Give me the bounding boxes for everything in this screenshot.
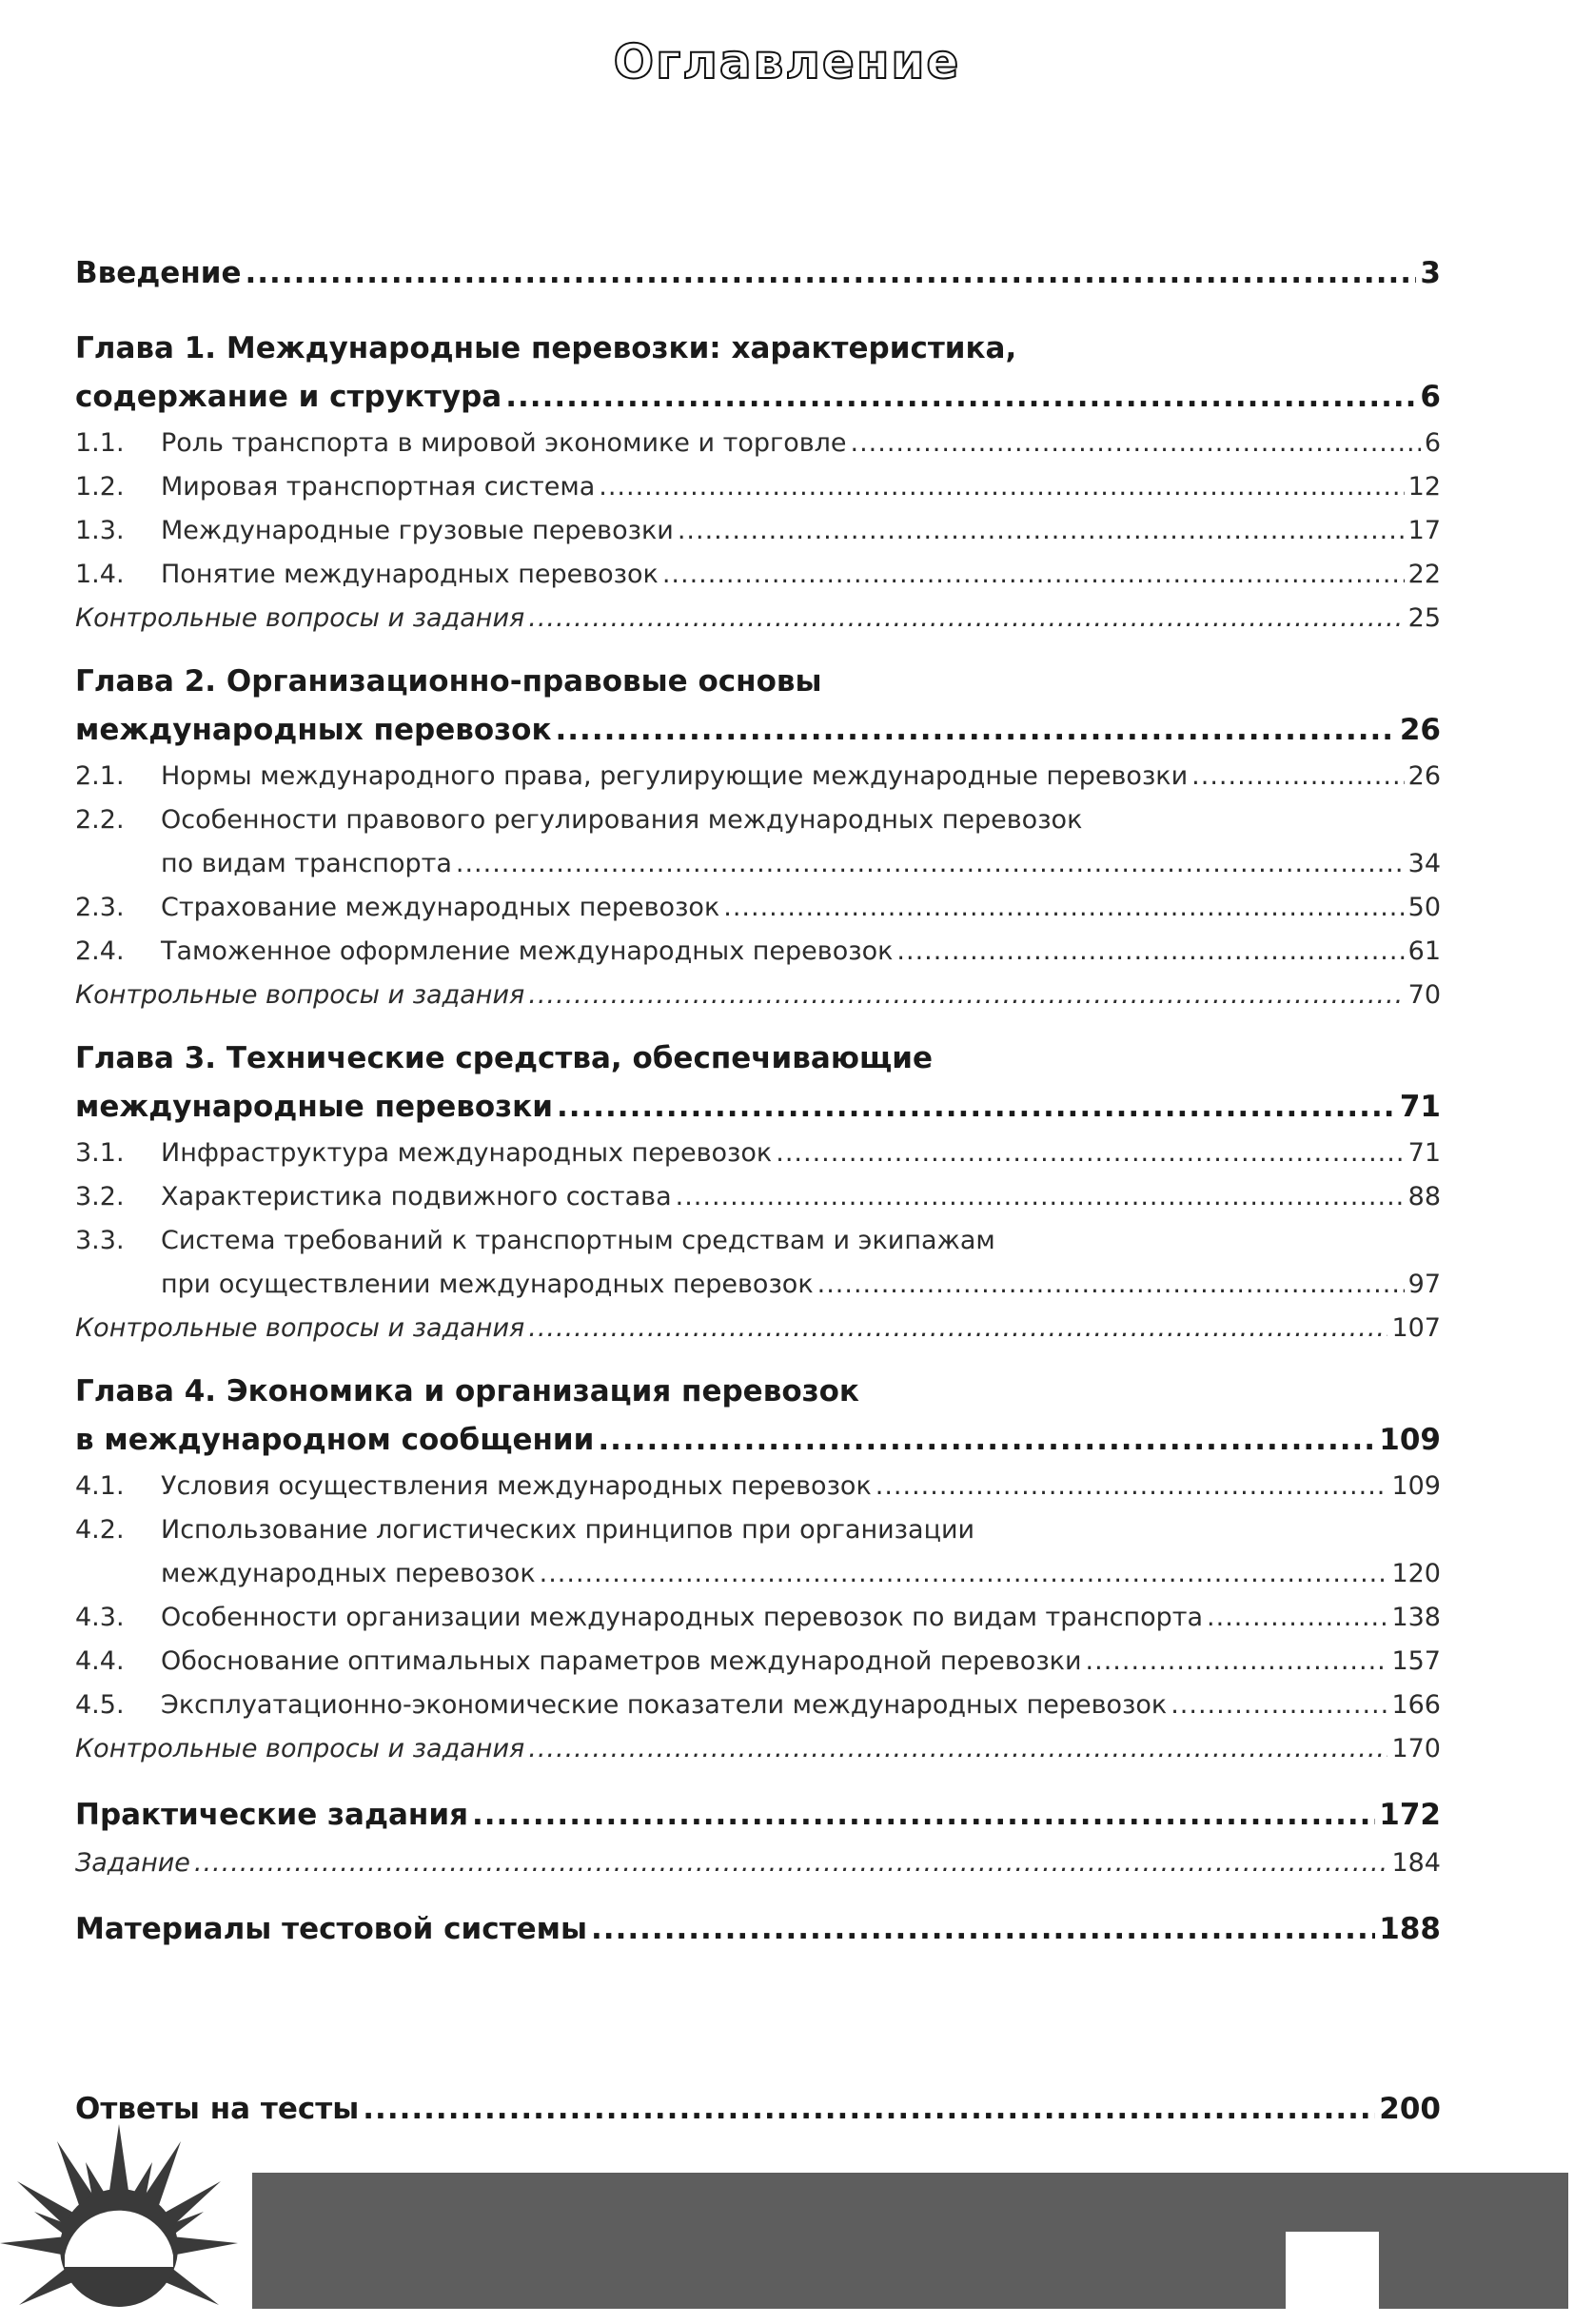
section-label: Мировая транспортная система bbox=[161, 472, 596, 502]
section-label-continued: при осуществлении международных перевозок bbox=[161, 1270, 814, 1299]
toc-section[interactable] bbox=[75, 1596, 1441, 1640]
dot-leader bbox=[528, 1307, 1387, 1350]
dot-leader bbox=[472, 1788, 1375, 1841]
section-page: 34 bbox=[1407, 849, 1441, 878]
dot-leader bbox=[1086, 1640, 1388, 1684]
section-page: 12 bbox=[1407, 472, 1441, 502]
questions-label: Контрольные вопросы и задания bbox=[75, 603, 525, 633]
toc-practical[interactable] bbox=[75, 1788, 1441, 1841]
dot-leader bbox=[776, 1132, 1404, 1175]
task-page: 184 bbox=[1391, 1848, 1441, 1878]
toc-chapter-4 bbox=[75, 1368, 1441, 1771]
questions-page: 25 bbox=[1407, 603, 1441, 633]
dot-leader bbox=[528, 974, 1404, 1017]
dot-leader bbox=[557, 1083, 1396, 1132]
footer-banner-notch bbox=[1286, 2232, 1379, 2309]
chapter-page: 26 bbox=[1399, 713, 1441, 747]
dot-leader bbox=[851, 422, 1421, 465]
section-label: Страхование международных перевозок bbox=[161, 893, 720, 922]
task-label: Задание bbox=[75, 1848, 190, 1878]
toc-section[interactable] bbox=[75, 1132, 1441, 1175]
section-page: 61 bbox=[1407, 936, 1441, 966]
toc-section[interactable] bbox=[75, 465, 1441, 509]
section-page: 26 bbox=[1407, 761, 1441, 791]
section-number: 2.3. bbox=[75, 893, 125, 922]
section-number: 3.2. bbox=[75, 1182, 125, 1211]
dot-leader bbox=[723, 886, 1404, 930]
toc-section[interactable] bbox=[75, 1684, 1441, 1727]
section-label: Таможенное оформление международных перевозок bbox=[161, 936, 894, 966]
section-label: Условия осуществления международных перевозок bbox=[161, 1471, 872, 1501]
toc-entry-intro[interactable] bbox=[75, 249, 1441, 298]
questions-page: 170 bbox=[1391, 1734, 1441, 1763]
toc-section[interactable] bbox=[75, 1508, 1441, 1596]
section-number: 2.2. bbox=[75, 805, 125, 835]
chapter-title-line-1[interactable]: Глава 3. Технические средства, обеспечивающие bbox=[75, 1041, 933, 1075]
dot-leader bbox=[456, 842, 1405, 886]
section-number: 2.1. bbox=[75, 761, 125, 791]
questions-label: Контрольные вопросы и задания bbox=[75, 980, 525, 1010]
chapter-page: 109 bbox=[1379, 1423, 1441, 1457]
section-number: 1.4. bbox=[75, 560, 125, 589]
test-materials-page: 188 bbox=[1379, 1912, 1441, 1946]
section-page: 138 bbox=[1391, 1603, 1441, 1632]
toc-entry-chapter-2[interactable] bbox=[75, 706, 1441, 755]
toc-section[interactable] bbox=[75, 1219, 1441, 1307]
toc-chapter-2 bbox=[75, 658, 1441, 1017]
toc-intro bbox=[75, 249, 1441, 298]
section-label: Международные грузовые перевозки bbox=[161, 516, 674, 545]
answers-page: 200 bbox=[1379, 2092, 1441, 2120]
section-number: 1.3. bbox=[75, 516, 125, 545]
section-number: 4.4. bbox=[75, 1646, 125, 1676]
toc-section[interactable] bbox=[75, 1175, 1441, 1219]
section-page: 71 bbox=[1407, 1138, 1441, 1168]
dot-leader bbox=[194, 1841, 1388, 1885]
section-number: 1.2. bbox=[75, 472, 125, 502]
footer-banner bbox=[252, 2173, 1568, 2309]
practical-page: 172 bbox=[1379, 1798, 1441, 1832]
toc-answers-cutoff[interactable] bbox=[75, 2092, 1441, 2120]
questions-page: 70 bbox=[1407, 980, 1441, 1010]
toc-entry-chapter-4[interactable] bbox=[75, 1416, 1441, 1465]
dot-leader bbox=[598, 1416, 1375, 1465]
section-page: 157 bbox=[1391, 1646, 1441, 1676]
section-page: 50 bbox=[1407, 893, 1441, 922]
chapter-title-line-2: в международном сообщении bbox=[75, 1423, 595, 1457]
section-number: 2.4. bbox=[75, 936, 125, 966]
dot-leader bbox=[528, 597, 1404, 640]
dot-leader bbox=[676, 1175, 1405, 1219]
toc-entry-chapter-1[interactable] bbox=[75, 373, 1441, 422]
toc-test-materials[interactable] bbox=[75, 1902, 1441, 1956]
dot-leader bbox=[528, 1727, 1387, 1771]
toc-section[interactable] bbox=[75, 930, 1441, 974]
dot-leader bbox=[678, 509, 1405, 553]
dot-leader bbox=[555, 706, 1395, 755]
section-label-continued: международных перевозок bbox=[161, 1559, 536, 1588]
section-page: 88 bbox=[1407, 1182, 1441, 1211]
dot-leader bbox=[1207, 1596, 1387, 1640]
section-page: 109 bbox=[1391, 1471, 1441, 1501]
toc-section[interactable] bbox=[75, 509, 1441, 553]
dot-leader bbox=[1191, 755, 1404, 798]
section-number: 1.1. bbox=[75, 428, 125, 458]
section-page: 97 bbox=[1407, 1270, 1441, 1299]
section-number: 4.1. bbox=[75, 1471, 125, 1501]
toc-section[interactable] bbox=[75, 755, 1441, 798]
chapter-title-line-2: международные перевозки bbox=[75, 1090, 553, 1124]
table-of-contents bbox=[75, 249, 1441, 1956]
chapter-page: 6 bbox=[1420, 380, 1441, 414]
toc-chapter-3 bbox=[75, 1034, 1441, 1350]
toc-intro-page: 3 bbox=[1420, 256, 1441, 290]
section-label: Понятие международных перевозок bbox=[161, 560, 659, 589]
section-number: 3.1. bbox=[75, 1138, 125, 1168]
section-label: Система требований к транспортным средствам и экипажам bbox=[161, 1226, 995, 1255]
section-page: 6 bbox=[1424, 428, 1441, 458]
section-label: Эксплуатационно-экономические показатели международных перевозок bbox=[161, 1690, 1168, 1720]
questions-label: Контрольные вопросы и задания bbox=[75, 1313, 525, 1343]
section-label: Нормы международного права, регулирующие международные перевозки bbox=[161, 761, 1189, 791]
dot-leader bbox=[876, 1465, 1388, 1508]
dot-leader bbox=[363, 2092, 1375, 2120]
sun-logo-icon bbox=[0, 2124, 238, 2324]
test-materials-label: Материалы тестовой системы bbox=[75, 1912, 588, 1946]
chapter-title-line-2: международных перевозок bbox=[75, 713, 552, 747]
questions-label: Контрольные вопросы и задания bbox=[75, 1734, 525, 1763]
section-page: 166 bbox=[1391, 1690, 1441, 1720]
section-page: 22 bbox=[1407, 560, 1441, 589]
section-label: Особенности правового регулирования международных перевозок bbox=[161, 805, 1083, 835]
section-number: 4.2. bbox=[75, 1515, 125, 1545]
toc-entry-chapter-3[interactable] bbox=[75, 1083, 1441, 1132]
chapter-title-line-1[interactable]: Глава 4. Экономика и организация перевозок bbox=[75, 1374, 859, 1408]
dot-leader bbox=[1171, 1684, 1387, 1727]
section-page: 120 bbox=[1391, 1559, 1441, 1588]
toc-section[interactable] bbox=[75, 886, 1441, 930]
dot-leader bbox=[591, 1902, 1375, 1956]
toc-section[interactable] bbox=[75, 553, 1441, 597]
toc-intro-label: Введение bbox=[75, 256, 242, 290]
toc-section[interactable] bbox=[75, 1640, 1441, 1684]
section-label: Инфраструктура международных перевозок bbox=[161, 1138, 773, 1168]
section-page: 17 bbox=[1407, 516, 1441, 545]
dot-leader bbox=[540, 1552, 1388, 1596]
toc-section[interactable] bbox=[75, 798, 1441, 886]
page-title: Оглавление bbox=[613, 34, 961, 89]
toc-chapter-1 bbox=[75, 325, 1441, 640]
dot-leader bbox=[505, 373, 1416, 422]
toc-section[interactable] bbox=[75, 1465, 1441, 1508]
toc-questions[interactable] bbox=[75, 1307, 1441, 1350]
toc-questions[interactable] bbox=[75, 974, 1441, 1017]
section-number: 4.3. bbox=[75, 1603, 125, 1632]
section-number: 4.5. bbox=[75, 1690, 125, 1720]
toc-questions[interactable] bbox=[75, 1727, 1441, 1771]
dot-leader bbox=[599, 465, 1404, 509]
chapter-page: 71 bbox=[1399, 1090, 1441, 1124]
chapter-title-line-1[interactable]: Глава 2. Организационно-правовые основы bbox=[75, 664, 822, 699]
answers-label: Ответы на тесты bbox=[75, 2092, 360, 2120]
questions-page: 107 bbox=[1391, 1313, 1441, 1343]
section-label-continued: по видам транспорта bbox=[161, 849, 452, 878]
dot-leader bbox=[662, 553, 1405, 597]
section-number: 3.3. bbox=[75, 1226, 125, 1255]
section-label: Характеристика подвижного состава bbox=[161, 1182, 672, 1211]
toc-section[interactable] bbox=[75, 422, 1441, 465]
dot-leader bbox=[896, 930, 1404, 974]
chapter-title-line-1[interactable]: Глава 1. Международные перевозки: характеристика, bbox=[75, 331, 1017, 365]
toc-task[interactable] bbox=[75, 1841, 1441, 1885]
chapter-title-line-2: содержание и структура bbox=[75, 380, 502, 414]
dot-leader bbox=[817, 1263, 1405, 1307]
practical-label: Практические задания bbox=[75, 1798, 468, 1832]
toc-questions[interactable] bbox=[75, 597, 1441, 640]
section-label: Особенности организации международных перевозок по видам транспорта bbox=[161, 1603, 1204, 1632]
section-label: Обоснование оптимальных параметров международной перевозки bbox=[161, 1646, 1082, 1676]
dot-leader bbox=[246, 249, 1417, 298]
section-label: Использование логистических принципов при организации bbox=[161, 1515, 975, 1545]
section-label: Роль транспорта в мировой экономике и торговле bbox=[161, 428, 847, 458]
